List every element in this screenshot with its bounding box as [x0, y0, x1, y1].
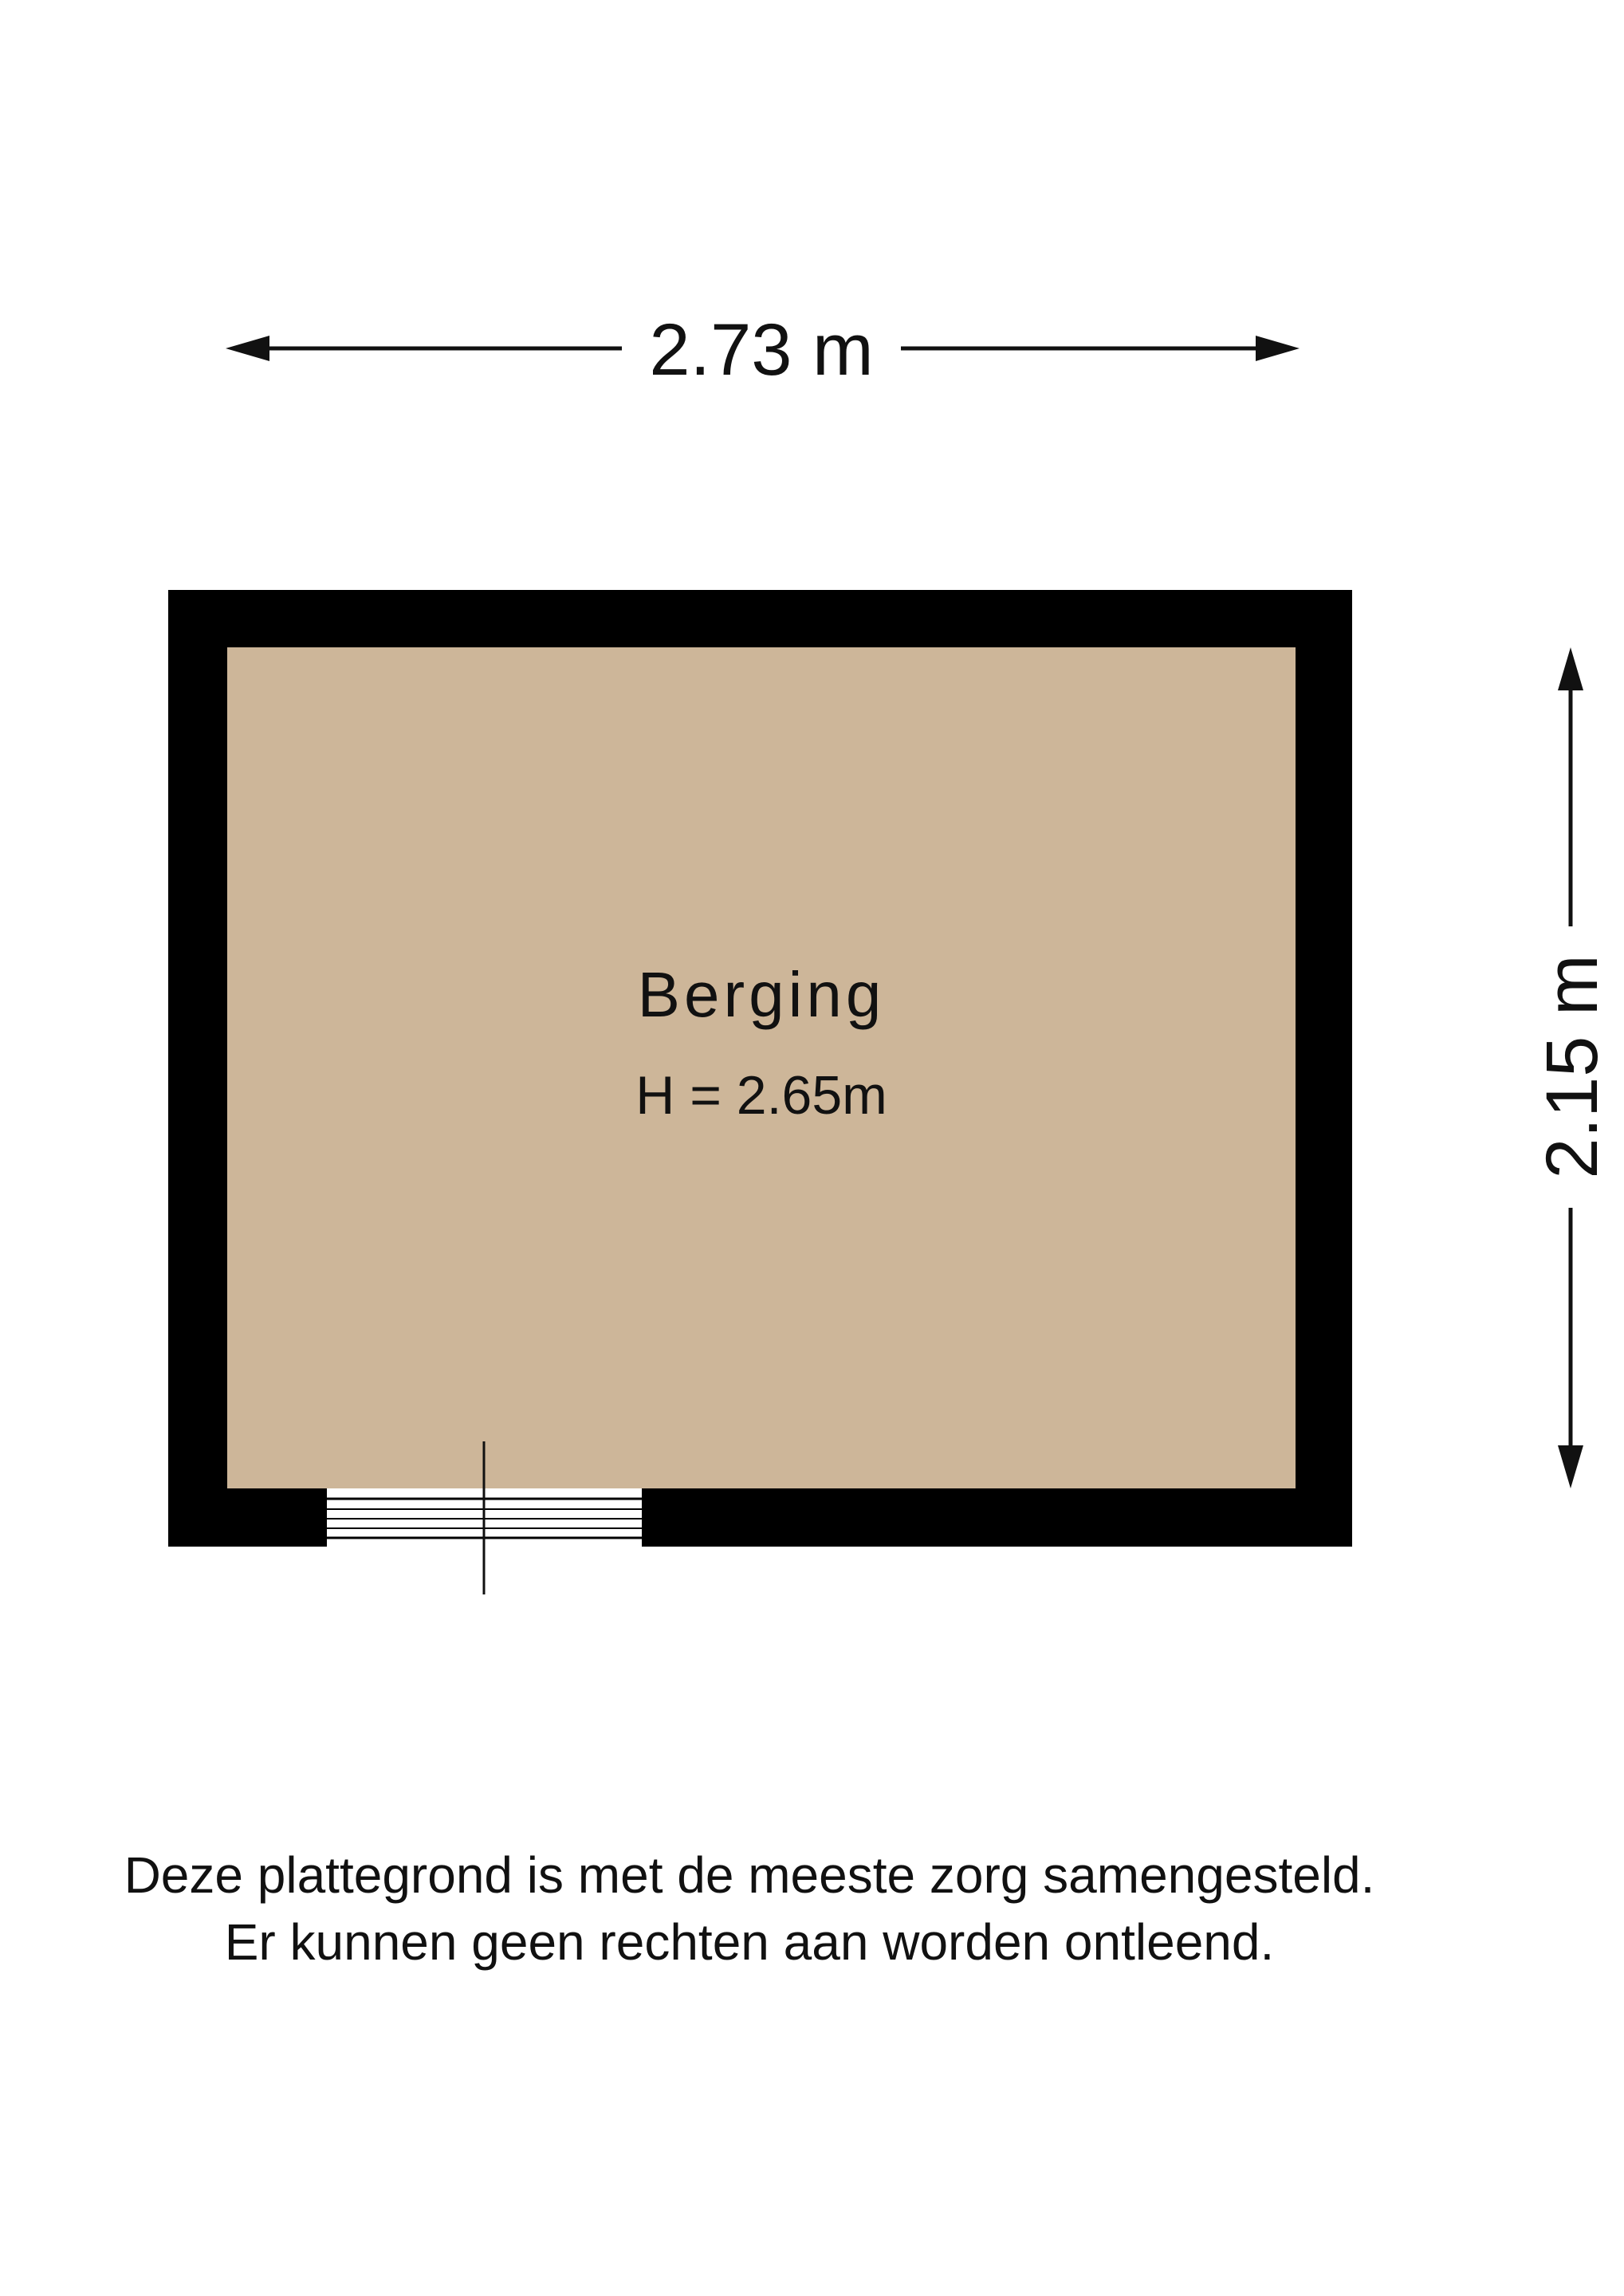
depth-arrow-up-icon — [1558, 647, 1583, 690]
room-name: Berging — [637, 959, 886, 1030]
room-height: H = 2.65m — [635, 1065, 887, 1126]
depth-dimension-label: 2.15 m — [1532, 954, 1613, 1179]
disclaimer-line-2: Er kunnen geen rechten aan worden ontleend. — [224, 1913, 1275, 1971]
depth-arrow-down-icon — [1558, 1445, 1583, 1488]
disclaimer-line-1: Deze plattegrond is met de meeste zorg samengesteld. — [124, 1846, 1375, 1904]
width-arrow-left-icon — [226, 336, 269, 361]
width-arrow-right-icon — [1256, 336, 1300, 361]
disclaimer — [0, 1842, 1499, 1976]
depth-dimension — [1532, 647, 1613, 1488]
width-dimension-label: 2.73 m — [649, 309, 874, 391]
width-dimension — [226, 309, 1300, 391]
